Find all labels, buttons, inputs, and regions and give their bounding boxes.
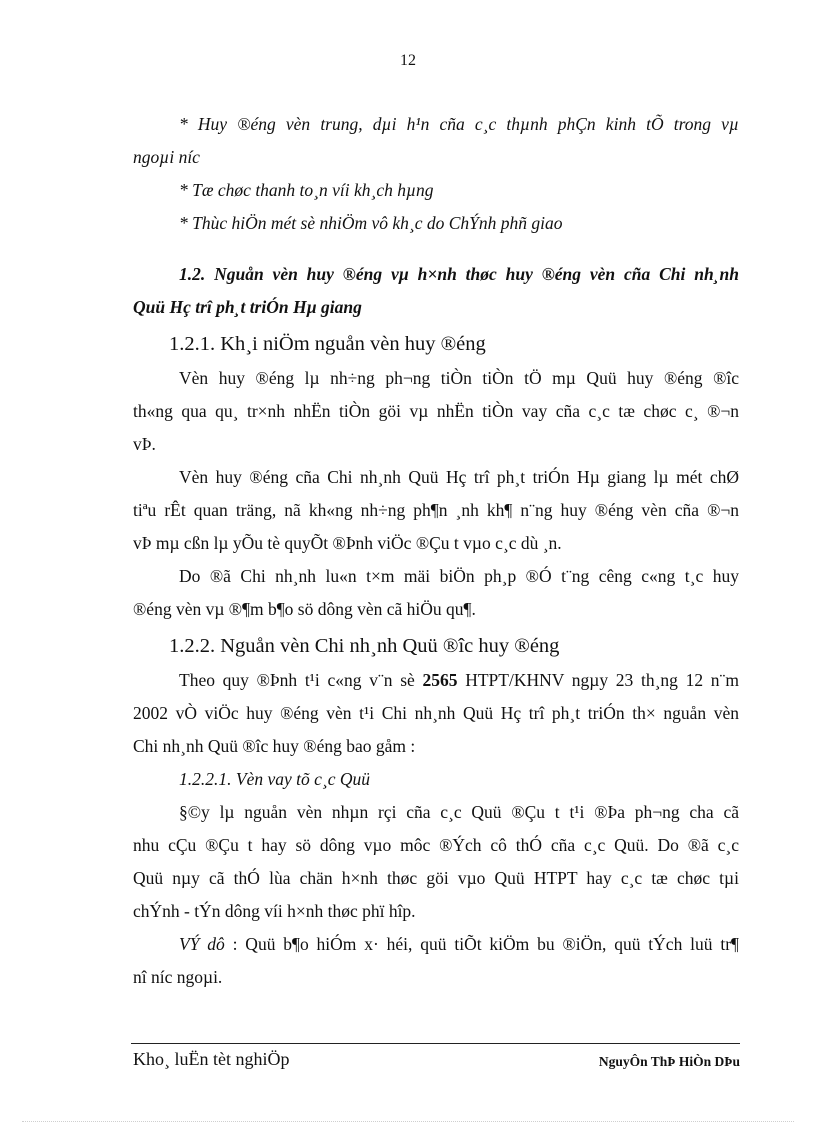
paragraph-line: 2002 vÒ viÖc huy ®éng vèn t¹i Chi nh¸nh Quü Hç trî ph¸t triÓn th× nguån vèn [133, 703, 739, 723]
section-1-2-title [133, 258, 739, 324]
paragraph-line: chÝnh - tÝn dông víi h×nh thøc phï hîp. [133, 901, 416, 921]
paragraph-text: Theo quy ®Þnh t¹i c«ng v¨n sè [179, 670, 423, 690]
paragraph [133, 560, 739, 626]
paragraph [133, 362, 739, 461]
paragraph [133, 664, 739, 763]
paragraph-line: tiªu rÊt quan träng, nã kh«ng nh÷ng ph¶n ¸nh kh¶ n¨ng huy ®éng vèn cña ®¬n [133, 500, 739, 520]
paragraph-line [133, 928, 739, 961]
paragraph-line: Quü nµy cã thÓ lùa chän h×nh thøc göi vµo Quü HTPT hay c¸c tæ chøc tµi [133, 868, 739, 888]
example-label: VÝ dô [179, 934, 225, 954]
paragraph-line: vÞ mµ cßn lµ yÕu tè quyÕt ®Þnh viÖc ®Çu t vµo c¸c dù ¸n. [133, 533, 562, 553]
section-title-line: Quü Hç trî ph¸t triÓn Hµ giang [133, 297, 362, 317]
list-item: * Tæ chøc thanh to¸n víi kh¸ch hµng [179, 180, 434, 200]
paragraph-line: Do ®ã Chi nh¸nh lu«n t×m mäi biÖn ph¸p ®Ó t¨ng cêng c«ng t¸c huy [179, 566, 739, 586]
document-number: 2565 [422, 670, 458, 690]
section-1-2-2-heading: 1.2.2. Nguån vèn Chi nh¸nh Quü ®îc huy ®éng [169, 635, 560, 657]
footer-divider [131, 1043, 740, 1044]
paragraph [133, 928, 739, 994]
paragraph-line: Vèn huy ®éng cña Chi nh¸nh Quü Hç trî ph¸t triÓn Hµ giang lµ mét chØ [179, 467, 739, 487]
paragraph-line: Vèn huy ®éng lµ nh÷ng ph¬ng tiÒn tiÒn tÖ mµ Quü huy ®éng ®îc [179, 368, 739, 388]
paragraph-line: vÞ. [133, 434, 156, 454]
paragraph-line: nî níc ngoµi. [133, 967, 223, 987]
paragraph-text: HTPT/KHNV ngµy 23 th¸ng 12 n¨m [457, 670, 740, 690]
duties-list [133, 108, 739, 240]
paragraph-line: nhu cÇu ®Çu t hay sö dông vµo môc ®Ých cô thÓ cña c¸c Quü. Do ®ã c¸c [133, 835, 739, 855]
paragraph-line: Chi nh¸nh Quü ®îc huy ®éng bao gåm : [133, 736, 416, 756]
paragraph-line: ®éng vèn vµ ®¶m b¶o sö dông vèn cã hiÖu qu¶. [133, 599, 476, 619]
paragraph-line [133, 664, 739, 697]
section-1-2-1-heading: 1.2.1. Kh¸i niÖm nguån vèn huy ®éng [169, 333, 486, 355]
sub-heading: 1.2.2.1. Vèn vay tõ c¸c Quü [179, 769, 370, 789]
page-bottom-border [22, 1121, 794, 1122]
list-item-continuation: ngoµi níc [133, 147, 200, 167]
page-number: 12 [400, 52, 416, 69]
document-body [133, 106, 739, 994]
section-title-line: 1.2. Nguån vèn huy ®éng vµ h×nh thøc huy ®éng vèn cña Chi nh¸nh [179, 264, 739, 284]
footer-thesis-label: Kho¸ luËn tèt nghiÖp [133, 1049, 290, 1069]
paragraph-line: th«ng qua qu¸ tr×nh nhËn tiÒn göi vµ nhËn tiÒn vay cña c¸c tæ chøc c¸ ®¬n [133, 401, 739, 421]
paragraph [133, 461, 739, 560]
list-item: * Huy ®éng vèn trung, dµi h¹n cña c¸c thµnh phÇn kinh tÕ trong vµ [179, 114, 739, 134]
list-item: * Thùc hiÖn mét sè nhiÖm vô kh¸c do ChÝnh phñ giao [179, 213, 563, 233]
paragraph-text: : Quü b¶o hiÓm x· héi, quü tiÕt kiÖm bu ®iÖn, quü tÝch luü tr¶ [224, 934, 739, 954]
paragraph [133, 796, 739, 928]
footer-author: NguyÔn ThÞ HiÒn DÞu [598, 1054, 740, 1069]
paragraph-line: §©y lµ nguån vèn nhµn rçi cña c¸c Quü ®Çu t t¹i ®Þa ph¬ng cha cã [179, 802, 739, 822]
